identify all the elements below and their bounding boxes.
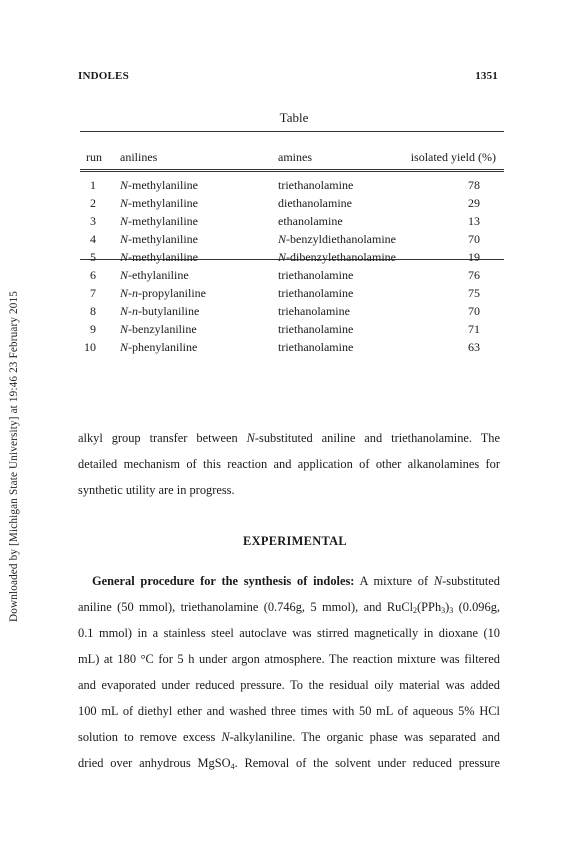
cell-run: 1	[90, 178, 96, 192]
table-row	[80, 285, 504, 301]
cell-aniline: N-n-propylaniline	[120, 286, 206, 300]
paragraph-line: solution to remove excess N-alkylaniline. The organic phase was separated and	[78, 730, 500, 744]
cell-amine: triethanolamine	[278, 178, 354, 192]
cell-run: 5	[90, 250, 96, 264]
paragraph-line: mL) at 180 °C for 5 h under argon atmosphere. The reaction mixture was filtered	[78, 652, 500, 666]
table-row	[80, 195, 504, 211]
table-row	[80, 213, 504, 229]
cell-run: 4	[90, 232, 96, 246]
table-row	[80, 267, 504, 283]
cell-yield: 71	[468, 322, 480, 336]
cell-aniline: N-methylaniline	[120, 178, 198, 192]
table-row	[80, 321, 504, 337]
cell-run: 9	[90, 322, 96, 336]
cell-run: 10	[84, 340, 96, 354]
table-header-rule	[80, 169, 504, 170]
cell-aniline: N-methylaniline	[120, 232, 198, 246]
cell-yield: 13	[468, 214, 480, 228]
table-row	[80, 231, 504, 247]
table-title: Table	[279, 110, 309, 125]
cell-aniline: N-ethylaniline	[120, 268, 189, 282]
cell-yield: 70	[468, 232, 480, 246]
paragraph-line: synthetic utility are in progress.	[78, 483, 235, 497]
column-header-anilines: anilines	[120, 150, 158, 164]
cell-aniline: N-benzylaniline	[120, 322, 197, 336]
download-watermark: Downloaded by [Michigan State University] at 19:46 23 February 2015	[8, 290, 20, 622]
cell-amine: triethanolamine	[278, 340, 354, 354]
cell-amine: triethanolamine	[278, 286, 354, 300]
page-number: 1351	[475, 70, 498, 82]
section-heading: EXPERIMENTAL	[243, 534, 347, 548]
paragraph-line: 0.1 mmol) in a stainless steel autoclave was stirred magnetically in dioxane (10	[78, 626, 500, 640]
cell-yield: 29	[468, 196, 480, 210]
paragraph-line: detailed mechanism of this reaction and application of other alkanolamines for	[78, 457, 500, 471]
cell-aniline: N-n-butylaniline	[120, 304, 200, 318]
table-row	[80, 303, 504, 319]
cell-amine: ethanolamine	[278, 214, 343, 228]
table-row	[80, 339, 504, 355]
cell-run: 6	[90, 268, 96, 282]
paragraph-line: and evaporated under reduced pressure. To the residual oily material was added	[78, 678, 500, 692]
column-header-yield: isolated yield (%)	[410, 150, 496, 164]
paragraph-line: 100 mL of diethyl ether and washed three times with 50 mL of aqueous 5% HCl	[78, 704, 500, 718]
table-header-row	[80, 149, 504, 165]
cell-run: 2	[90, 196, 96, 210]
body-paragraph	[78, 425, 500, 503]
cell-yield: 63	[468, 340, 480, 354]
experimental-paragraph	[78, 568, 500, 776]
cell-yield: 75	[468, 286, 480, 300]
paragraph-line: dried over anhydrous MgSO$_4$. Removal of the solvent under reduced pressure	[78, 756, 500, 771]
cell-amine: N-dibenzylethanolamine	[278, 250, 396, 264]
paragraph-line: aniline (50 mmol), triethanolamine (0.746g, 5 mmol), and $RuCl_2(PPh_3)_3$ (0.096g,	[78, 600, 500, 615]
column-header-run: run	[86, 150, 102, 164]
paragraph-line: General procedure for the synthesis of indoles: A mixture of N-substituted	[92, 574, 500, 588]
table-row	[80, 249, 504, 265]
cell-amine: triehanolamine	[278, 304, 350, 318]
cell-run: 8	[90, 304, 96, 318]
cell-yield: 78	[468, 178, 480, 192]
cell-yield: 19	[468, 250, 480, 264]
table-top-rule	[80, 131, 504, 132]
cell-amine: triethanolamine	[278, 322, 354, 336]
cell-aniline: N-phenylaniline	[120, 340, 198, 354]
cell-amine: triethanolamine	[278, 268, 354, 282]
cell-amine: diethanolamine	[278, 196, 352, 210]
running-title: INDOLES	[78, 70, 129, 82]
cell-aniline: N-methylaniline	[120, 250, 198, 264]
cell-yield: 70	[468, 304, 480, 318]
cell-aniline: N-methylaniline	[120, 196, 198, 210]
cell-run: 7	[90, 286, 96, 300]
paragraph-line: alkyl group transfer between N-substituted aniline and triethanolamine. The	[78, 431, 500, 445]
table-header-rule	[80, 171, 504, 172]
cell-aniline: N-methylaniline	[120, 214, 198, 228]
table-row	[80, 177, 504, 193]
cell-yield: 76	[468, 268, 480, 282]
cell-run: 3	[90, 214, 96, 228]
cell-amine: N-benzyldiethanolamine	[278, 232, 396, 246]
column-header-amines: amines	[278, 150, 312, 164]
